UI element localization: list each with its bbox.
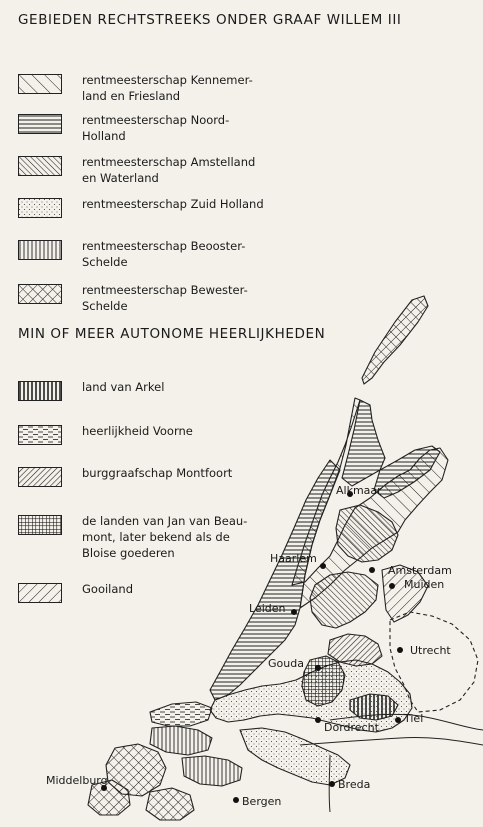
legend-label: de landen van Jan van Beau- mont, later bekend als de Bloise goederen bbox=[82, 514, 248, 560]
legend-label: land van Arkel bbox=[82, 380, 165, 394]
city-label-haarlem: Haarlem bbox=[270, 552, 317, 565]
city-dot-bergen bbox=[233, 797, 239, 803]
heading-direct-regions: GEBIEDEN RECHTSTREEKS ONDER GRAAF WILLEM III bbox=[18, 12, 402, 28]
city-label-middelburg: Middelburg bbox=[46, 774, 108, 787]
city-dot-utrecht bbox=[397, 647, 403, 653]
legend-label: Gooiland bbox=[82, 582, 134, 596]
region-zuid-holland-south bbox=[240, 728, 350, 785]
legend-label: rentmeesterschap Zuid Holland bbox=[82, 197, 264, 211]
city-dot-muiden bbox=[389, 583, 395, 589]
city-label-alkmaar: Alkmaar bbox=[336, 484, 382, 497]
city-dot-amsterdam bbox=[369, 567, 375, 573]
region-texel bbox=[362, 296, 428, 384]
region-voorne bbox=[150, 702, 212, 726]
region-arkel bbox=[350, 694, 398, 720]
legend-label: rentmeesterschap Kennemer- land en Friesland bbox=[82, 73, 253, 103]
legend-label: heerlijkheid Voorne bbox=[82, 424, 193, 438]
legend-label: burggraafschap Montfoort bbox=[82, 466, 233, 480]
city-label-breda: Breda bbox=[338, 778, 371, 791]
city-label-bergen: Bergen bbox=[242, 795, 282, 808]
city-label-muiden: Muiden bbox=[404, 578, 445, 591]
city-label-tiel: Tiel bbox=[404, 712, 424, 725]
city-label-utrecht: Utrecht bbox=[410, 644, 451, 657]
city-dot-dordrecht bbox=[315, 717, 321, 723]
heading-autonomous-lordships: MIN OF MEER AUTONOME HEERLIJKHEDEN bbox=[18, 326, 326, 342]
city-dot-haarlem bbox=[320, 563, 326, 569]
city-label-leiden: Leiden bbox=[249, 602, 286, 615]
legend-label: rentmeesterschap Amstelland en Waterland bbox=[82, 155, 256, 185]
city-dot-gouda bbox=[315, 665, 321, 671]
legend-label: rentmeesterschap Bewester- Schelde bbox=[82, 283, 248, 313]
city-label-amsterdam: Amsterdam bbox=[388, 564, 452, 577]
legend-label: rentmeesterschap Noord- Holland bbox=[82, 113, 230, 143]
city-label-dordrecht: Dordrecht bbox=[324, 721, 379, 734]
legend-label: rentmeesterschap Beooster- Schelde bbox=[82, 239, 246, 269]
river-maas bbox=[300, 737, 483, 745]
region-bewester-schelde-3 bbox=[146, 788, 194, 820]
region-beooster-schelde-1 bbox=[150, 726, 212, 755]
region-beooster-schelde-2 bbox=[182, 756, 242, 786]
city-dot-tiel bbox=[395, 717, 401, 723]
city-dot-breda bbox=[329, 781, 335, 787]
city-label-gouda: Gouda bbox=[268, 657, 304, 670]
city-dot-leiden bbox=[291, 609, 297, 615]
